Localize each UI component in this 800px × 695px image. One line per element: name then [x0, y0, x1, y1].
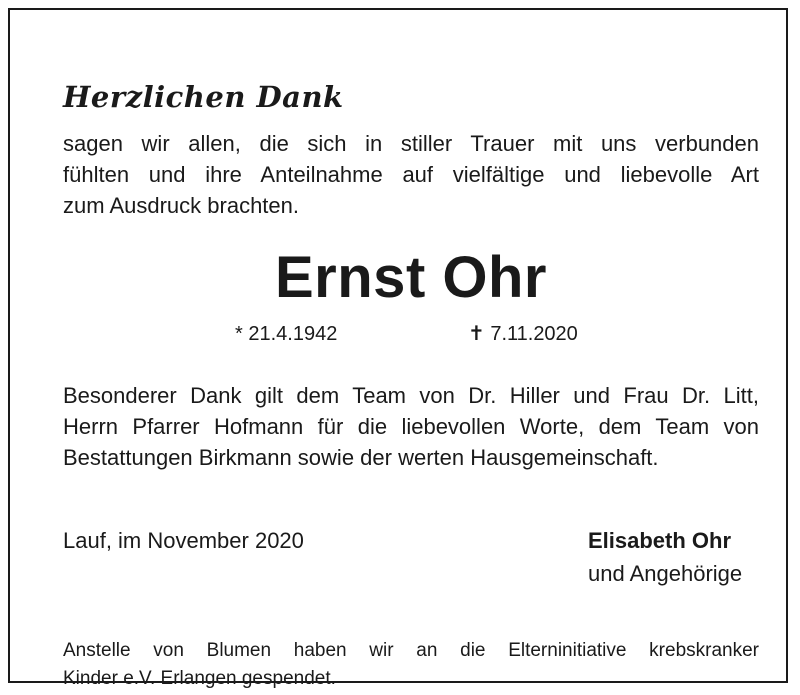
heading-thanks: Herzlichen Dank	[63, 80, 344, 114]
intro-paragraph	[63, 128, 759, 221]
place-date: Lauf, im November 2020	[63, 528, 304, 553]
thanks-paragraph	[63, 380, 759, 473]
intro-line: fühlten und ihre Anteilnahme auf vielfältige und liebevolle Art	[63, 162, 759, 187]
donation-note	[63, 637, 759, 693]
thanks-line: Besonderer Dank gilt dem Team von Dr. Hiller und Frau Dr. Litt,	[63, 383, 759, 408]
signer-relatives: und Angehörige	[588, 561, 743, 586]
obituary-card	[8, 8, 788, 689]
thanks-line: Bestattungen Birkmann sowie der werten Hausgemeinschaft.	[63, 445, 659, 470]
signer-block	[588, 525, 742, 589]
intro-line: sagen wir allen, die sich in stiller Trauer mit uns verbunden	[63, 131, 759, 156]
birth-date: * 21.4.1942	[235, 323, 338, 345]
intro-line: zum Ausdruck brachten.	[63, 193, 300, 218]
donation-line: Anstelle von Blumen haben wir an die Elterninitiative krebskranker	[63, 640, 759, 661]
thanks-line: Herrn Pfarrer Hofmann für die liebevollen Worte, dem Team von	[63, 414, 759, 439]
deceased-name: Ernst Ohr	[275, 245, 547, 310]
death-date: ✝ 7.11.2020	[468, 323, 578, 345]
donation-line: Kinder e.V. Erlangen gespendet.	[63, 668, 336, 689]
signer-name: Elisabeth Ohr	[588, 528, 732, 553]
